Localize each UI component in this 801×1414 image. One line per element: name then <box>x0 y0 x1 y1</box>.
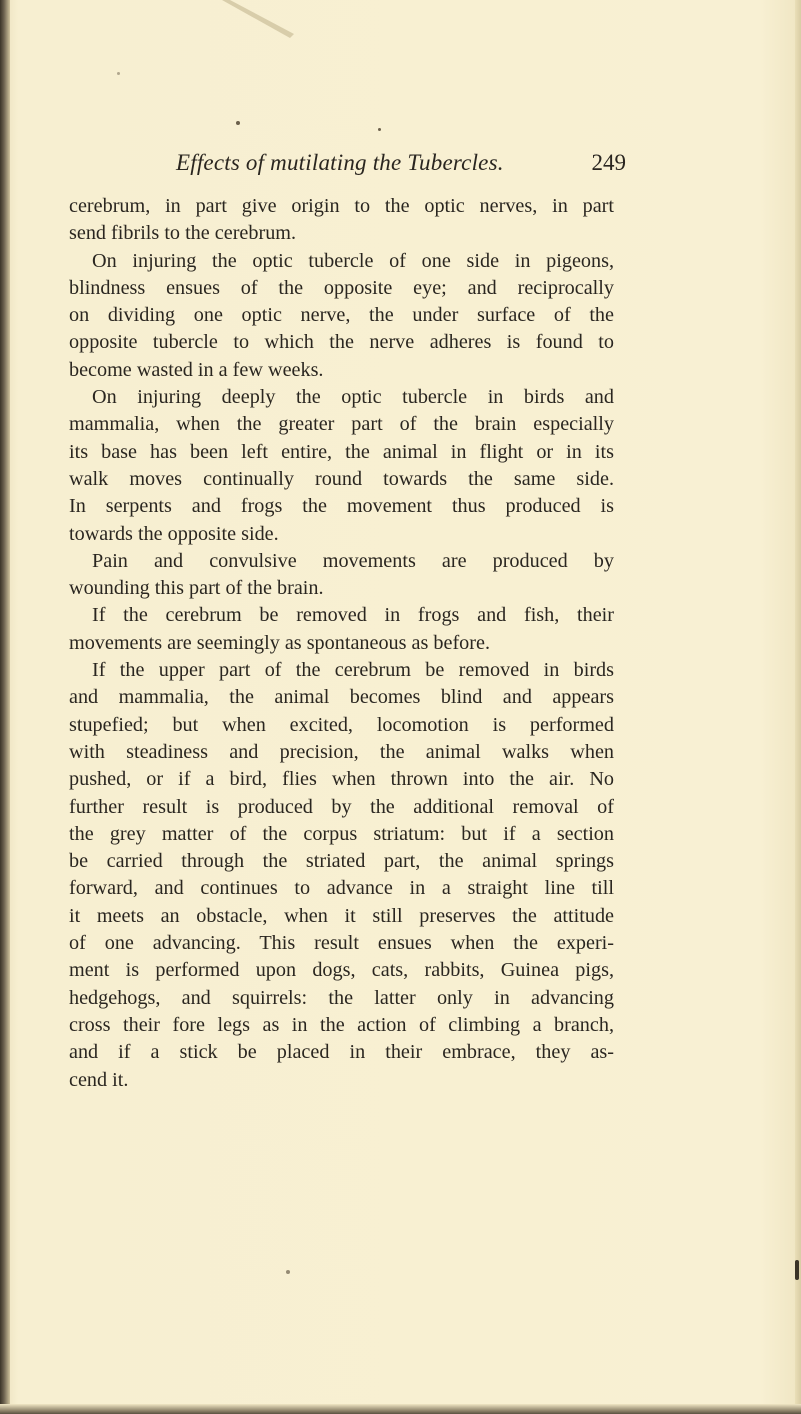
page-header <box>176 150 626 186</box>
page-edge-mark <box>795 1260 799 1280</box>
text-line: cross their fore legs as in the action of climbing a branch, <box>69 1013 614 1036</box>
text-line: wounding this part of the brain. <box>69 577 324 600</box>
page-bottom-edge <box>0 1404 801 1414</box>
text-line: cerebrum, in part give origin to the optic nerves, in part <box>69 195 614 217</box>
text-line: mammalia, when the greater part of the brain especially <box>69 413 614 436</box>
page-number: 249 <box>591 150 626 175</box>
text-line: its base has been left entire, the animal in flight or in its <box>69 440 614 463</box>
paper-speck <box>236 121 240 125</box>
text-line: ment is performed upon dogs, cats, rabbits, Guinea pigs, <box>69 959 614 982</box>
text-line: of one advancing. This result ensues when the experi- <box>69 932 614 955</box>
text-line: hedgehogs, and squirrels: the latter only in advancing <box>69 986 614 1009</box>
text-line: on dividing one optic nerve, the under surface of the <box>69 304 614 327</box>
text-line: walk moves continually round towards the same side. <box>69 467 614 490</box>
binding-edge <box>0 0 10 1414</box>
paper-speck <box>117 72 120 75</box>
text-line: become wasted in a few weeks. <box>69 358 324 381</box>
text-line: further result is produced by the additional removal of <box>69 795 614 818</box>
text-line: it meets an obstacle, when it still preserves the attitude <box>69 904 614 927</box>
text-line: and mammalia, the animal becomes blind and appears <box>69 686 614 709</box>
text-line: with steadiness and precision, the animal walks when <box>69 740 614 763</box>
paper-speck <box>378 128 381 131</box>
text-line: In serpents and frogs the movement thus produced is <box>69 495 614 518</box>
text-line: opposite tubercle to which the nerve adheres is found to <box>69 331 614 354</box>
page-crease-mark <box>222 0 312 40</box>
text-line: If the upper part of the cerebrum be removed in birds <box>92 659 614 682</box>
running-title: Effects of mutilating the Tubercles. <box>176 150 504 175</box>
text-line: towards the opposite side. <box>69 522 279 545</box>
text-line: and if a stick be placed in their embrace, they as- <box>69 1041 614 1064</box>
text-line: forward, and continues to advance in a straight line till <box>69 877 614 900</box>
text-line: cend it. <box>69 1068 129 1091</box>
text-line: movements are seemingly as spontaneous as before. <box>69 631 491 654</box>
text-line: If the cerebrum be removed in frogs and fish, their <box>92 604 614 627</box>
text-line: the grey matter of the corpus striatum: but if a section <box>69 822 614 845</box>
text-line: stupefied; but when excited, locomotion is performed <box>69 713 614 736</box>
text-line: be carried through the striated part, the animal springs <box>69 850 614 873</box>
text-line: send fibrils to the cerebrum. <box>69 222 297 245</box>
page-right-edge <box>795 0 801 1414</box>
text-line: blindness ensues of the opposite eye; and reciprocally <box>69 276 614 299</box>
body-text <box>69 193 614 1094</box>
paper-speck <box>286 1270 290 1274</box>
text-line: On injuring the optic tubercle of one side in pigeons, <box>92 249 614 272</box>
text-line: pushed, or if a bird, flies when thrown into the air. No <box>69 768 614 791</box>
text-line: On injuring deeply the optic tubercle in birds and <box>92 386 614 409</box>
text-line: Pain and convulsive movements are produced by <box>92 549 614 572</box>
